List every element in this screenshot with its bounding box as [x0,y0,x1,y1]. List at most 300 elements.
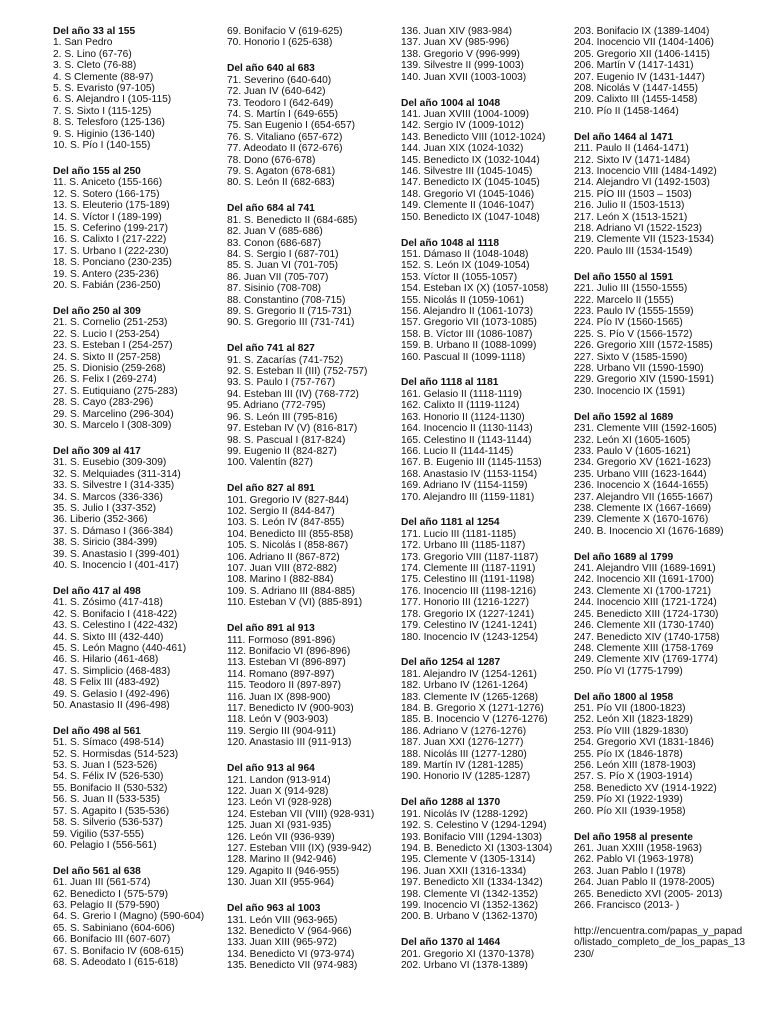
pope-entry: 115. Teodoro II (897-897) [227,680,342,692]
pope-entry: 98. S. Pascual I (817-824) [227,434,346,446]
pope-entry: 138. Gregorio V (996-999) [401,48,520,60]
pope-entry: 105. S. Nicolás I (858-867) [227,540,349,552]
pope-entry: 153. Víctor II (1055-1057) [401,271,518,283]
period-section [401,937,577,971]
pope-entry: 140. Juan XVII (1003-1003) [401,71,527,83]
pope-entry: 96. S. León III (795-816) [227,411,338,423]
column-2 [227,26,403,986]
pope-entry: 95. Adriano (772-795) [227,400,326,412]
pope-entry: 175. Celestino III (1191-1198) [401,574,535,586]
pope-entry: 19. S. Antero (235-236) [53,268,159,280]
pope-entry: 74. S. Martín I (649-655) [227,108,338,120]
pope-entry: 259. Pío XI (1922-1939) [574,794,683,806]
pope-entry: 35. S. Julio I (337-352) [53,502,157,514]
pope-entry: 251. Pío VII (1800-1823) [574,703,686,715]
pope-entry: 207. Eugenio IV (1431-1447) [574,71,705,83]
period-heading: Del año 1464 al 1471 [574,131,674,143]
pope-entry: 63. Pelagio II (579-590) [53,900,160,912]
period-heading: Del año 1004 al 1048 [401,97,501,109]
pope-entry: 172. Urbano III (1185-1187) [401,540,526,552]
pope-entry: 164. Inocencio II (1130-1143) [401,423,533,435]
pope-entry: 37. S. Dámaso I (366-384) [53,525,174,537]
pope-entry: 168. Anastasio IV (1153-1154) [401,468,538,480]
pope-entry: 158. B. Víctor III (1086-1087) [401,328,533,340]
pope-entry: 262. Pablo VI (1963-1978) [574,854,694,866]
pope-entry: 29. S. Marcelino (296-304) [53,408,174,420]
pope-entry: 229. Gregorio XIV (1590-1591) [574,374,714,386]
pope-entry: 15. S. Ceferino (199-217) [53,223,168,234]
period-heading: Del año 1181 al 1254 [401,517,500,529]
pope-entry: 231. Clemente VIII (1592-1605) [574,423,717,435]
pope-entry: 92. S. Esteban II (III) (752-757) [227,366,368,378]
period-heading: Del año 1800 al 1958 [574,691,674,703]
pope-entry: 58. S. Silverio (536-537) [53,817,163,829]
pope-entry: 216. Julio II (1503-1513) [574,200,685,212]
pope-entry: 221. Julio III (1550-1555) [574,283,688,295]
pope-entry: 203. Bonifacio IX (1389-1404) [574,26,710,37]
pope-entry: 50. Anastasio II (496-498) [53,699,170,711]
pope-entry: 258. Benedicto XV (1914-1922) [574,782,717,794]
pope-entry: 160. Pascual II (1099-1118) [401,351,526,363]
pope-entry: 167. B. Eugenio III (1145-1153) [401,457,542,469]
pope-entry: 228. Urbano VII (1590-1590) [574,362,704,374]
pope-entry: 145. Benedicto IX (1032-1044) [401,154,540,166]
period-heading: Del año 741 al 827 [227,343,315,355]
pope-entry: 204. Inocencio VII (1404-1406) [574,37,714,49]
pope-entry: 21. S. Cornelio (251-253) [53,317,168,329]
pope-entry: 218. Adriano VI (1522-1523) [574,223,702,234]
period-section [227,763,403,888]
period-section [401,377,577,502]
pope-entry: 28. S. Cayo (283-296) [53,397,154,409]
period-section [53,726,229,851]
period-heading: Del año 891 al 913 [227,623,315,635]
pope-entry: 77. Adeodato II (672-676) [227,143,343,155]
pope-entry: 86. Juan VII (705-707) [227,271,329,283]
pope-entry: 121. Landon (913-914) [227,774,331,786]
pope-entry: 163. Honorio II (1124-1130) [401,411,525,423]
pope-entry: 133. Juan XIII (965-972) [227,937,337,949]
pope-entry: 56. S. Juan II (533-535) [53,794,161,806]
pope-entry: 191. Nicolás IV (1288-1292) [401,808,528,820]
period-section [574,692,750,817]
period-section [401,238,577,363]
period-section [401,517,577,642]
pope-entry: 90. S. Gregorio III (731-741) [227,317,355,329]
pope-entry: 38. S. Siricio (384-399) [53,537,158,549]
period-heading: Del año 33 al 155 [53,26,136,37]
pope-entry: 250. Pío VI (1775-1799) [574,665,683,677]
pope-entry: 233. Paulo V (1605-1621) [574,445,691,457]
pope-entry: 241. Alejandro VIII (1689-1691) [574,563,716,575]
pope-entry: 60. Pelagio I (556-561) [53,839,157,851]
pope-entry: 144. Juan XIX (1024-1032) [401,143,524,155]
pope-entry: 198. Clemente VI (1342-1352) [401,888,539,900]
pope-entry: 202. Urbano VI (1378-1389) [401,960,528,972]
pope-entry: 112. Bonifacio VI (896-896) [227,646,351,657]
period-heading: Del año 1048 al 1118 [401,237,499,249]
column-4 [574,26,750,960]
pope-entry: 36. Liberio (352-366) [53,514,148,526]
pope-entry: 4. S Clemente (88-97) [53,71,154,83]
pope-entry: 87. Sisinio (708-708) [227,283,322,295]
period-section [53,166,229,291]
pope-entry: 180. Inocencio IV (1243-1254) [401,631,539,643]
column-1 [53,26,229,983]
pope-entry: 137. Juan XV (985-996) [401,37,510,49]
pope-entry: 7. S. Sixto I (115-125) [53,105,152,117]
period-section [574,412,750,537]
pope-entry: 162. Calixto II (1119-1124) [401,400,520,412]
pope-entry: 126. León VII (936-939) [227,831,335,843]
pope-entry: 179. Celestino IV (1241-1241) [401,620,537,632]
pope-entry: 67. S. Bonifacio IV (608-615) [53,945,184,957]
pope-entry: 40. S. Inocencio I (401-417) [53,559,179,571]
pope-entry: 189. Martín IV (1281-1285) [401,760,524,772]
period-section [53,866,229,969]
pope-entry: 79. S. Agaton (678-681) [227,165,336,177]
period-heading: Del año 1370 al 1464 [401,937,501,949]
pope-entry: 46. S. Hilario (461-468) [53,654,159,666]
pope-entry: 193. Bonifacio VIII (1294-1303) [401,831,543,843]
pope-entry: 134. Benedicto VI (973-974) [227,948,355,960]
pope-entry: 110. Esteban V (VI) (885-891) [227,597,363,609]
period-section [574,832,750,912]
pope-entry: 14. S. Víctor I (189-199) [53,211,162,223]
period-section [574,272,750,397]
pope-entry: 219. Clemente VII (1523-1534) [574,234,714,246]
pope-entry: 159. B. Urbano II (1088-1099) [401,340,537,352]
pope-entry: 132. Benedicto V (964-966) [227,925,352,937]
period-section [401,657,577,782]
period-heading: Del año 963 al 1003 [227,903,321,915]
pope-entry: 27. S. Eutiquiano (275-283) [53,385,178,397]
pope-entry: 44. S. Sixto III (432-440) [53,631,164,643]
pope-entry: 260. Pío XII (1939-1958) [574,805,686,817]
pope-entry: 34. S. Marcos (336-336) [53,491,163,503]
period-section [227,203,403,328]
pope-entry: 247. Benedicto XIV (1740-1758) [574,631,720,643]
period-heading: Del año 155 al 250 [53,165,141,177]
pope-entry: 141. Juan XVIII (1004-1009) [401,108,529,120]
pope-entry: 226. Gregorio XIII (1572-1585) [574,340,713,352]
pope-entry: 99. Eugenio II (824-827) [227,445,337,457]
pope-entry: 238. Clemente IX (1667-1669) [574,502,712,514]
pope-entry: 103. S. León IV (847-855) [227,517,345,529]
pope-entry: 213. Inocencio VIII (1484-1492) [574,165,717,177]
pope-entry: 239. Clemente X (1670-1676) [574,514,709,526]
period-heading: Del año 1288 al 1370 [401,797,501,809]
pope-entry: 75. San Eugenio I (654-657) [227,120,356,132]
pope-entry: 11. S. Aniceto (155-166) [53,177,163,189]
pope-entry: 201. Gregorio XI (1370-1378) [401,948,535,960]
pope-entry: 8. S. Telesforo (125-136) [53,117,165,129]
pope-entry: 1. San Pedro [53,37,113,49]
period-heading: Del año 1689 al 1799 [574,551,674,563]
pope-entry: 68. S. Adeodato I (615-618) [53,957,179,969]
pope-entry: 82. Juan V (685-686) [227,226,323,238]
period-heading: Del año 827 al 891 [227,483,315,495]
period-heading: Del año 1118 al 1181 [401,377,499,389]
pope-entry: 119. Sergio III (904-911) [227,725,336,737]
pope-entry: 232. León XI (1605-1605) [574,434,691,446]
pope-entry: 3. S. Cleto (76-88) [53,60,137,72]
pope-entry: 248. Clemente XIII (1758-1769 [574,642,714,654]
pope-entry: 48. S Felix III (483-492) [53,677,160,689]
pope-entry: 24. S. Sixto II (257-258) [53,351,161,363]
period-section [53,446,229,571]
period-section [227,63,403,188]
pope-entry: 217. León X (1513-1521) [574,211,688,223]
pope-entry: 199. Inocencio VI (1352-1362) [401,900,539,912]
period-section [227,903,403,971]
pope-entry: 171. Lucio III (1181-1185) [401,528,517,540]
pope-entry: 222. Marcelo II (1555) [574,294,674,306]
pope-entry: 195. Clemente V (1305-1314) [401,854,536,866]
pope-entry: 146. Silvestre III (1045-1045) [401,165,533,177]
pope-entry: 261. Juan XXIII (1958-1963) [574,843,702,854]
pope-entry: 187. Juan XXI (1276-1277) [401,737,524,749]
pope-entry: 78. Dono (676-678) [227,154,316,166]
period-heading: Del año 417 al 498 [53,585,141,597]
pope-entry: 227. Sixto V (1585-1590) [574,351,688,363]
pope-entry: 136. Juan XIV (983-984) [401,26,513,37]
pope-entry: 215. PÍO III (1503 – 1503) [574,188,692,200]
pope-entry: 104. Benedicto III (855-858) [227,528,354,540]
pope-entry: 64. S. Grerio I (Magno) (590-604) [53,911,205,923]
pope-entry: 208. Nicolás V (1447-1455) [574,83,699,95]
period-heading: Del año 1550 al 1591 [574,271,674,283]
pope-entry: 69. Bonifacio V (619-625) [227,26,343,37]
pope-entry: 118. León V (903-903) [227,714,329,726]
pope-entry: 128. Marino II (942-946) [227,854,337,866]
period-section [227,343,403,468]
pope-entry: 225. S. Pío V (1566-1572) [574,328,693,340]
pope-entry: 91. S. Zacarías (741-752) [227,354,344,366]
pope-entry: 84. S. Sergio I (687-701) [227,248,339,260]
period-section [227,483,403,608]
pope-entry: 10. S. Pío I (140-155) [53,140,151,152]
pope-entry: 120. Anastasio III (911-913) [227,737,352,749]
pope-entry: 186. Adriano V (1276-1276) [401,725,527,737]
source-url: http://encuentra.com/papas_y_papado/listado_completo_de_los_papas_13230/ [574,925,746,960]
pope-entry: 147. Benedicto IX (1045-1045) [401,177,540,189]
pope-entry: 89. S. Gregorio II (715-731) [227,305,352,317]
pope-entry: 109. S. Adriano III (884-885) [227,585,355,597]
period-section [401,26,577,83]
pope-entry: 249. Clemente XIV (1769-1774) [574,654,718,666]
pope-entry: 265. Benedicto XVI (2005- 2013) [574,888,723,900]
pope-entry: 43. S. Celestino I (422-432) [53,620,178,632]
pope-entry: 255. Pío IX (1846-1878) [574,748,683,760]
pope-entry: 220. Paulo III (1534-1549) [574,245,693,257]
pope-entry: 254. Gregorio XVI (1831-1846) [574,737,714,749]
pope-entry: 245. Benedicto XIII (1724-1730) [574,608,719,620]
pope-entry: 169. Adriano IV (1154-1159) [401,480,528,492]
pope-entry: 130. Juan XII (955-964) [227,877,335,889]
pope-entry: 185. B. Inocencio V (1276-1276) [401,714,548,726]
pope-entry: 224. Pío IV (1560-1565) [574,317,683,329]
pope-entry: 197. Benedicto XII (1334-1342) [401,877,543,889]
pope-entry: 235. Urbano VIII (1623-1644) [574,468,707,480]
pope-entry: 45. S. León Magno (440-461) [53,642,187,654]
pope-entry: 124. Esteban VII (VIII) (928-931) [227,808,375,820]
pope-entry: 192. S. Celestino V (1294-1294) [401,820,547,832]
period-section [227,26,403,49]
pope-entry: 161. Gelasio II (1118-1119) [401,388,522,400]
column-4-sections [574,26,750,911]
pope-entry: 66. Bonifacio III (607-607) [53,934,171,946]
pope-entry: 22. S. Lucio I (253-254) [53,328,160,340]
period-section [401,797,577,922]
pope-entry: 154. Esteban IX (X) (1057-1058) [401,283,549,295]
pope-entry: 94. Esteban III (IV) (768-772) [227,388,359,400]
pope-entry: 102. Sergio II (844-847) [227,506,335,518]
pope-entry: 243. Clemente XI (1700-1721) [574,585,712,597]
pope-entry: 181. Alejandro IV (1254-1261) [401,668,537,680]
pope-entry: 205. Gregorio XII (1406-1415) [574,48,710,60]
pope-entry: 176. Inocencio III (1198-1216) [401,585,537,597]
pope-entry: 266. Francisco (2013- ) [574,900,680,912]
pope-entry: 184. B. Gregorio X (1271-1276) [401,703,544,715]
pope-entry: 183. Clemente IV (1265-1268) [401,691,539,703]
period-heading: Del año 640 al 683 [227,63,315,75]
pope-entry: 211. Paulo II (1464-1471) [574,143,689,155]
pope-entry: 177. Honorio III (1216-1227) [401,597,529,609]
pope-entry: 80. S. León II (682-683) [227,177,335,189]
pope-entry: 83. Conon (686-687) [227,237,322,249]
pope-entry: 182. Urbano IV (1261-1264) [401,680,528,692]
pope-entry: 188. Nicolás III (1277-1280) [401,748,527,760]
pope-entry: 61. Juan III (561-574) [53,877,151,889]
pope-entry: 70. Honorio I (625-638) [227,37,333,49]
pope-entry: 194. B. Benedicto XI (1303-1304) [401,843,553,854]
pope-entry: 170. Alejandro III (1159-1181) [401,491,535,503]
pope-entry: 111. Formoso (891-896) [227,634,336,646]
pope-entry: 148. Gregorio VI (1045-1046) [401,188,535,200]
pope-entry: 256. León XIII (1878-1903) [574,760,696,772]
pope-entry: 62. Benedicto I (575-579) [53,888,168,900]
period-section [574,132,750,257]
pope-entry: 190. Honorio IV (1285-1287) [401,771,531,783]
period-heading: Del año 1254 al 1287 [401,657,501,669]
period-section [53,586,229,711]
pope-entry: 143. Benedicto VIII (1012-1024) [401,131,546,143]
pope-entry: 125. Juan XI (931-935) [227,820,332,832]
pope-entry: 55. Bonifacio II (530-532) [53,782,168,794]
pope-entry: 17. S. Urbano I (222-230) [53,245,169,257]
pope-entry: 47. S. Simplicio (468-483) [53,665,171,677]
pope-entry: 76. S. Vitaliano (657-672) [227,131,343,143]
pope-entry: 30. S. Marcelo I (308-309) [53,420,172,431]
pope-entry: 25. S. Dionisio (259-268) [53,362,166,374]
pope-entry: 210. Pío II (1458-1464) [574,105,679,117]
pope-entry: 6. S. Alejandro I (105-115) [53,94,172,106]
pope-entry: 173. Gregorio VIII (1187-1187) [401,551,539,563]
pope-entry: 152. S. León IX (1049-1054) [401,260,530,272]
pope-entry: 18. S. Ponciano (230-235) [53,257,172,269]
period-section [574,552,750,677]
pope-entry: 237. Alejandro VII (1655-1667) [574,491,713,503]
pope-entry: 142. Sergio IV (1009-1012) [401,120,524,132]
period-heading: Del año 561 al 638 [53,865,141,877]
pope-entry: 33. S. Silvestre I (314-335) [53,480,175,492]
pope-entry: 263. Juan Pablo I (1978) [574,865,686,877]
pope-entry: 101. Gregorio IV (827-844) [227,494,349,506]
period-heading: Del año 684 al 741 [227,203,315,215]
pope-entry: 135. Benedicto VII (974-983) [227,960,358,972]
pope-entry: 151. Dámaso II (1048-1048) [401,248,529,260]
period-section [574,26,750,117]
period-section [53,26,229,151]
period-heading: Del año 250 al 309 [53,305,141,317]
pope-entry: 131. León VIII (963-965) [227,914,338,926]
pope-entry: 16. S. Calixto I (217-222) [53,234,167,246]
pope-entry: 209. Calixto III (1455-1458) [574,94,698,106]
pope-entry: 242. Inocencio XII (1691-1700) [574,574,714,586]
pope-entry: 150. Benedicto IX (1047-1048) [401,211,540,223]
pope-entry: 51. S. Símaco (498-514) [53,737,164,749]
pope-entry: 9. S. Higinio (136-140) [53,128,155,140]
period-heading: Del año 1592 al 1689 [574,411,674,423]
pope-entry: 59. Vigilio (537-555) [53,828,144,840]
pope-entry: 253. Pío VIII (1829-1830) [574,725,689,737]
pope-entry: 206. Martín V (1417-1431) [574,60,694,72]
pope-entry: 39. S. Anastasio I (399-401) [53,548,180,560]
pope-entry: 165. Celestino II (1143-1144) [401,434,532,446]
pope-entry: 252. León XII (1823-1829) [574,714,693,726]
pope-entry: 41. S. Zósimo (417-418) [53,597,163,609]
pope-entry: 129. Agapito II (946-955) [227,865,340,877]
pope-entry: 127. Esteban VIII (IX) (939-942) [227,843,372,854]
pope-entry: 223. Paulo IV (1555-1559) [574,305,694,317]
pope-entry: 31. S. Eusebio (309-309) [53,457,167,469]
pope-entry: 166. Lucio II (1144-1145) [401,445,514,457]
pope-entry: 244. Inocencio XIII (1721-1724) [574,597,717,609]
pope-entry: 240. B. Inocencio XI (1676-1689) [574,525,724,537]
pope-entry: 26. S. Felix I (269-274) [53,374,157,386]
pope-entry: 52. S. Hormisdas (514-523) [53,748,179,760]
pope-entry: 264. Juan Pablo II (1978-2005) [574,877,715,889]
pope-entry: 117. Benedicto IV (900-903) [227,703,354,715]
pope-entry: 57. S. Agapito I (535-536) [53,805,170,817]
period-section [227,623,403,748]
pope-entry: 174. Clemente III (1187-1191) [401,563,536,575]
pope-entry: 88. Constantino (708-715) [227,294,346,306]
period-heading: Del año 913 al 964 [227,763,315,775]
pope-entry: 196. Juan XXII (1316-1334) [401,865,527,877]
pope-entry: 139. Silvestre II (999-1003) [401,60,524,72]
pope-entry: 236. Inocencio X (1644-1655) [574,480,709,492]
pope-entry: 123. León VI (928-928) [227,797,332,809]
pope-entry: 114. Romano (897-897) [227,668,335,680]
pope-entry: 71. Severino (640-640) [227,74,332,86]
period-section [53,306,229,431]
pope-entry: 178. Gregorio IX (1227-1241) [401,608,535,620]
pope-entry: 156. Alejandro II (1061-1073) [401,305,533,317]
pope-entry: 73. Teodoro I (642-649) [227,97,334,109]
pope-entry: 97. Esteban IV (V) (816-817) [227,423,358,435]
period-heading: Del año 1958 al presente [574,831,693,843]
period-section [401,98,577,223]
pope-entry: 106. Adriano II (867-872) [227,551,340,563]
column-3 [401,26,577,986]
pope-entry: 81. S. Benedicto II (684-685) [227,214,358,226]
pope-entry: 234. Gregorio XV (1621-1623) [574,457,712,469]
pope-entry: 93. S. Paulo I (757-767) [227,377,336,389]
pope-entry: 107. Juan VIII (872-882) [227,563,337,575]
pope-entry: 257. S. Pío X (1903-1914) [574,771,693,783]
